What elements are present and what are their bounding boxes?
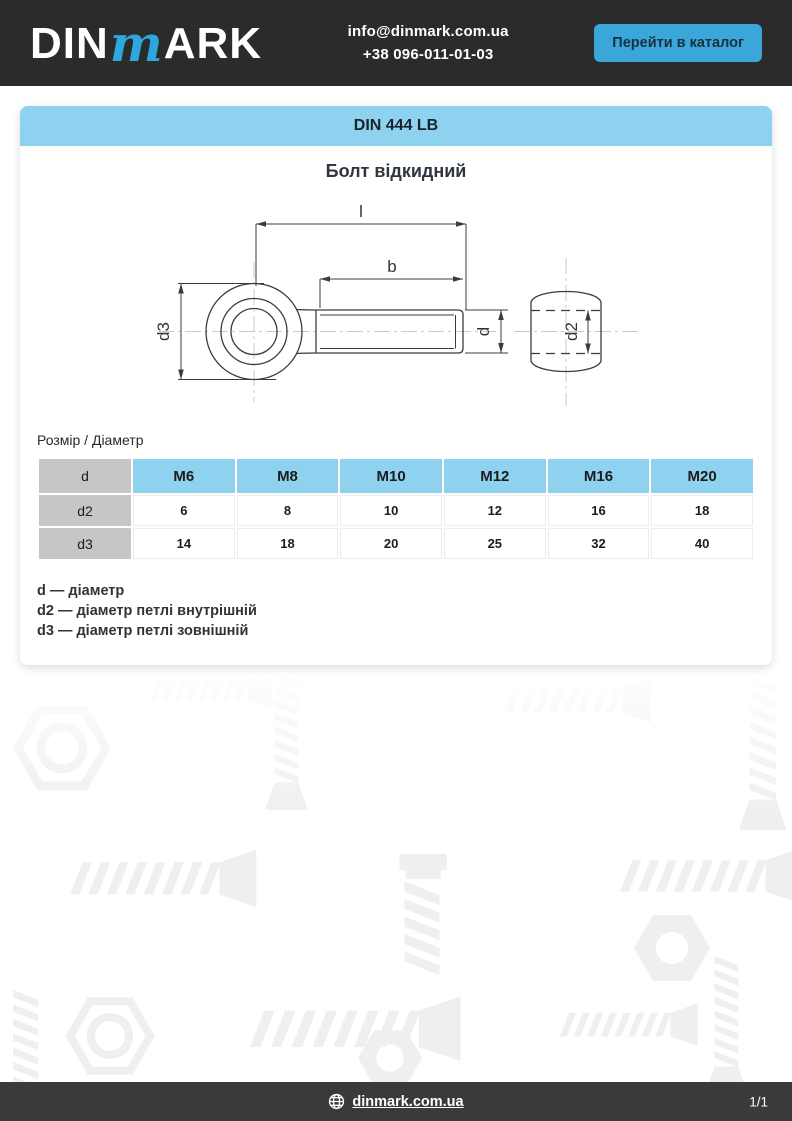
size-m12: M12	[444, 459, 546, 493]
legend-item-d3: d3 — діаметр петлі зовнішній	[37, 623, 249, 639]
d2-value: 8	[237, 495, 339, 526]
header-contacts	[348, 20, 509, 66]
footer-site-link[interactable]: dinmark.com.ua	[352, 1093, 464, 1110]
d2-value: 18	[651, 495, 753, 526]
size-m8: M8	[237, 459, 339, 493]
page-number: 1/1	[749, 1094, 768, 1109]
dinmark-logo[interactable]	[30, 13, 263, 73]
globe-icon	[328, 1093, 345, 1110]
dim-label-d2: d2	[562, 322, 581, 341]
d3-value: 32	[548, 528, 650, 559]
d3-value: 18	[237, 528, 339, 559]
product-sheet	[20, 106, 772, 665]
logo-text-din: DIN	[30, 18, 109, 68]
d2-value: 12	[444, 495, 546, 526]
header	[0, 0, 792, 86]
legend-item-d: d — діаметр	[37, 583, 125, 599]
size-table	[37, 457, 755, 561]
table-row	[39, 495, 753, 526]
dim-label-d3: d3	[154, 322, 173, 341]
dimension-legend	[37, 581, 772, 641]
logo-m-glyph: m	[109, 13, 163, 73]
d2-value: 16	[548, 495, 650, 526]
row-label-d2: d2	[39, 495, 131, 526]
d2-value: 6	[133, 495, 235, 526]
d2-value: 10	[340, 495, 442, 526]
din-standard-banner: DIN 444 LB	[20, 106, 772, 146]
table-caption: Розмір / Діаметр	[37, 432, 144, 448]
d3-value: 14	[133, 528, 235, 559]
contact-phone: +38 096-011-01-03	[362, 46, 494, 63]
contact-email: info@dinmark.com.ua	[347, 23, 509, 40]
row-label-d: d	[39, 459, 131, 493]
dim-label-d: d	[474, 326, 493, 337]
logo-text-ark: ARK	[163, 18, 263, 68]
size-m20: M20	[651, 459, 753, 493]
go-to-catalog-button[interactable]: Перейти в каталог	[594, 24, 762, 62]
dim-label-b: b	[387, 257, 397, 276]
product-card	[20, 146, 772, 665]
size-m6: M6	[133, 459, 235, 493]
technical-drawing	[136, 190, 656, 430]
table-row	[39, 528, 753, 559]
d3-value: 40	[651, 528, 753, 559]
product-title: Болт відкидний	[325, 161, 467, 181]
legend-item-d2: d2 — діаметр петлі внутрішній	[37, 603, 257, 619]
d3-value: 20	[340, 528, 442, 559]
row-label-d3: d3	[39, 528, 131, 559]
footer	[0, 1082, 792, 1121]
size-m10: M10	[340, 459, 442, 493]
table-row	[39, 459, 753, 493]
size-m16: M16	[548, 459, 650, 493]
dim-label-l: l	[359, 202, 363, 221]
d3-value: 25	[444, 528, 546, 559]
